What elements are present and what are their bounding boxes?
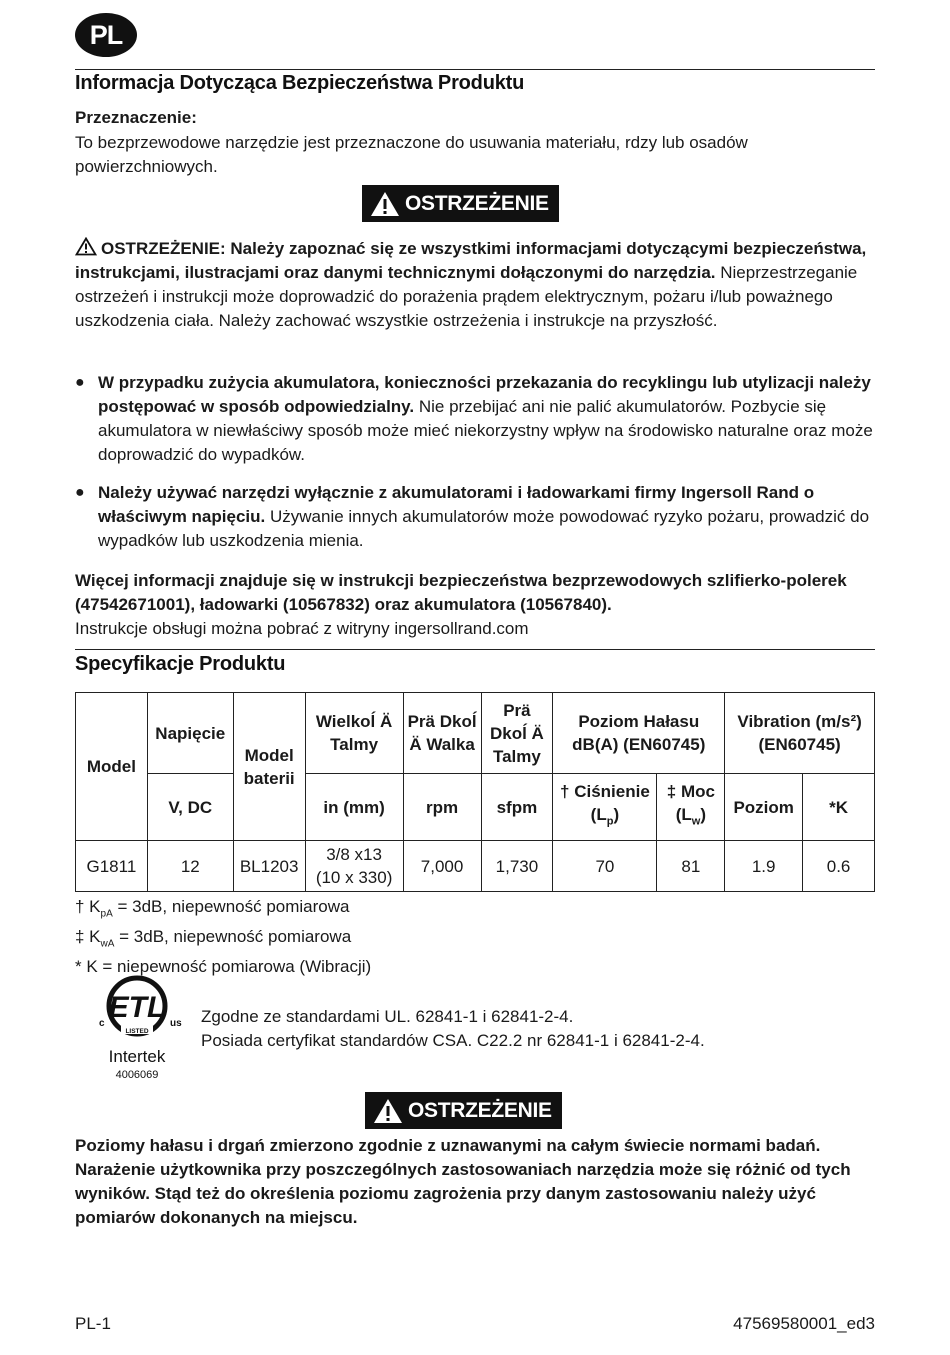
noise-power-label: ‡ Moc: [666, 782, 715, 802]
document-id: 47569580001_ed3: [733, 1314, 875, 1333]
unit-speed: rpm: [403, 774, 481, 841]
header-battery: Model baterii: [233, 693, 305, 841]
cert-line-ul: Zgodne ze standardami UL. 62841-1 i 62841-2-4.: [201, 1007, 574, 1026]
cell-size-mm: (10 x 330): [315, 868, 393, 887]
footnote-vibration: * K = niepewność pomiarowa (Wibracji): [75, 956, 372, 976]
etl-mark-icon: [85, 972, 190, 1084]
header-noise-power: ‡ Moc $(L_w)$: [657, 774, 725, 841]
cell-belt-speed: 1,730: [481, 841, 553, 892]
cell-size: [305, 841, 403, 892]
specifications-table: [75, 692, 875, 892]
svg-text:LISTED: LISTED: [125, 1028, 149, 1035]
svg-text:ETL: ETL: [108, 991, 166, 1024]
noise-power-subscript: w: [691, 815, 701, 828]
warning-banner-label: OSTRZEŻENIE: [405, 192, 549, 215]
bullet-item: [75, 481, 875, 553]
header-vib-level: Poziom: [725, 774, 803, 841]
cell-vib-k: 0.6: [803, 841, 875, 892]
cell-power: 81: [657, 841, 725, 892]
bullet-dot: ●: [75, 484, 85, 501]
more-info-bold: Więcej informacji znajduje się w instrukcji bezpieczeństwa bezprzewodowych szlifierko-polerek (47542671001), ładowarki (10567832) oraz akumulatora (10567840).: [75, 571, 847, 614]
unit-belt-speed: sfpm: [481, 774, 553, 841]
bullet-item: [75, 371, 875, 467]
header-vib-k: *K: [803, 774, 875, 841]
warning-triangle-icon: [370, 191, 400, 217]
more-info-link-text: Instrukcje obsługi można pobrać z witryny ingersollrand.com: [75, 619, 529, 638]
svg-text:us: us: [170, 1018, 182, 1029]
warning-outline-icon: [75, 237, 97, 256]
table-row: [76, 841, 875, 892]
cell-speed: 7,000: [403, 841, 481, 892]
header-speed: Prä Dkoĺ Ä Walka: [403, 693, 481, 774]
warning-banner: [362, 185, 559, 222]
bullet-bold: Należy używać narzędzi wyłącznie z akumulatorami i ładowarkami firmy Ingersoll Rand o właściwym napięciu.: [98, 483, 815, 526]
header-noise: Poziom Hałasu dB(A) (EN60745): [553, 693, 725, 774]
header-voltage: Napięcie: [147, 693, 233, 774]
section-title-specs: Specyfikacje Produktu: [75, 653, 286, 675]
unit-voltage: V, DC: [147, 774, 233, 841]
svg-text:4006069: 4006069: [115, 1069, 159, 1081]
noise-pressure-label: † Ciśnienie: [560, 782, 650, 802]
more-info-paragraph: [75, 569, 875, 641]
noise-pressure-symbol: (L: [590, 805, 607, 825]
cell-vib-level: 1.9: [725, 841, 803, 892]
bullet-dot: ●: [75, 374, 85, 391]
cell-size-inches: 3/8 x13: [326, 845, 382, 864]
cell-battery: BL1203: [233, 841, 305, 892]
bullet-bold: W przypadku zużycia akumulatora, konieczności przekazania do recyklingu lub utylizacji należy postępować w sposób odpowiedzialny.: [98, 373, 871, 416]
footnote-pressure: † $K_{pA} = 3dB$, niepewność pomiarowa: [75, 897, 350, 920]
warning-banner: [365, 1092, 562, 1129]
language-badge: PL: [75, 13, 137, 57]
cell-voltage: 12: [147, 841, 233, 892]
page-number: PL-1: [75, 1314, 111, 1333]
cell-model: G1811: [76, 841, 148, 892]
etl-listed-logo: [85, 972, 190, 1084]
section-rule: [75, 649, 875, 650]
bullet-text: Używanie innych akumulatorów może powodować ryzyko pożaru, prowadzić do wypadków lub uszkodzenia mienia.: [98, 507, 870, 550]
header-belt-speed: Prä Dkoĺ Ä Talmy: [481, 693, 553, 774]
table-footnotes: [75, 896, 371, 978]
bullet-text: Nie przebijać ani nie palić akumulatorów. Pozbycie się akumulatora w niewłaściwy sposób może mieć niekorzystny wpływ na środowisko naturalne oraz może doprowadzić do wypadków.: [98, 397, 873, 464]
warning-banner-label: OSTRZEŻENIE: [408, 1099, 552, 1122]
purpose-text: To bezprzewodowe narzędzie jest przeznaczone do usuwania materiału, rdzy lub osadów powierzchniowych.: [75, 133, 748, 176]
cell-pressure: 70: [553, 841, 657, 892]
warning-paragraph: [75, 237, 875, 333]
unit-size: in (mm): [305, 774, 403, 841]
section-title-safety: Informacja Dotycząca Bezpieczeństwa Produktu: [75, 72, 525, 94]
warning-triangle-icon: [373, 1098, 403, 1124]
svg-text:Intertek: Intertek: [108, 1047, 166, 1066]
header-noise-pressure: † Ciśnienie $(L_p)$: [553, 774, 657, 841]
table-units-row: [76, 774, 875, 841]
noise-pressure-subscript: p: [606, 815, 614, 828]
noise-power-symbol: (L: [675, 805, 692, 825]
header-vibration: Vibration (m/s²) (EN60745): [725, 693, 875, 774]
table-header-row: [76, 693, 875, 774]
header-model: Model: [76, 693, 148, 841]
certification-text: [201, 1005, 705, 1053]
noise-vibration-warning: Poziomy hałasu i drgań zmierzono zgodnie z uznawanymi na całym świecie normami badań. Narażenie użytkownika przy poszczególnych zastosowaniach narzędzia może się różnić od tych wyników. Stąd też do określenia poziomu zagrożenia przy danym zastosowaniu należy użyć pomiarów dokonanych na miejscu.: [75, 1136, 851, 1227]
warning-bold-text: OSTRZEŻENIE: Należy zapoznać się ze wszystkimi informacjami dotyczącymi bezpieczeństwa, instrukcjami, ilustracjami oraz danymi technicznymi dołączonymi do narzędzia.: [75, 239, 867, 282]
purpose-label: Przeznaczenie:: [75, 108, 197, 127]
footnote-power: ‡ $K_{wA} = 3dB$, niepewność pomiarowa: [75, 926, 352, 950]
header-rule: [75, 69, 875, 70]
header-size: Wielkoĺ Ä Talmy: [305, 693, 403, 774]
cert-line-csa: Posiada certyfikat standardów CSA. C22.2 nr 62841-1 i 62841-2-4.: [201, 1031, 705, 1050]
svg-text:c: c: [99, 1018, 105, 1029]
warning-normal-text: Nieprzestrzeganie ostrzeżeń i instrukcji może doprowadzić do porażenia prądem elektrycznym, pożaru i/lub poważnego uszkodzenia ciała. Należy zachować wszystkie ostrzeżenia i instrukcje na przyszłość.: [75, 263, 858, 330]
